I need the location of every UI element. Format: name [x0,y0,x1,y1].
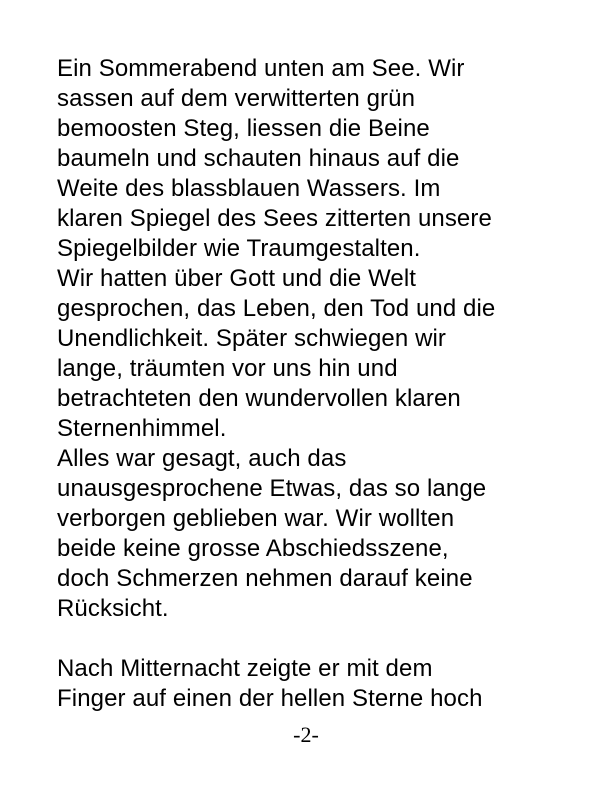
text-line: gesprochen, das Leben, den Tod und die [57,295,496,322]
text-line: Alles war gesagt, auch das [57,445,347,472]
text-line: baumeln und schauten hinaus auf die [57,145,460,172]
text-line: bemoosten Steg, liessen die Beine [57,115,430,142]
text-line: Rücksicht. [57,595,169,622]
page-number: -2- [293,722,319,747]
text-line: Unendlichkeit. Später schwiegen wir [57,325,447,352]
text-line: unausgesprochene Etwas, das so lange [57,475,487,502]
text-line: lange, träumten vor uns hin und [57,355,398,382]
text-line: Ein Sommerabend unten am See. Wir [57,55,465,82]
text-line: Wir hatten über Gott und die Welt [57,265,417,292]
text-line: klaren Spiegel des Sees zitterten unsere [57,205,492,232]
text-line: Finger auf einen der hellen Sterne hoch [57,685,483,712]
text-line: Spiegelbilder wie Traumgestalten. [57,235,421,262]
text-line: sassen auf dem verwitterten grün [57,85,416,112]
text-line: verborgen geblieben war. Wir wollten [57,505,455,532]
text-line: beide keine grosse Abschiedsszene, [57,535,449,562]
paragraph-gap [57,624,577,654]
text-line: Weite des blassblauen Wassers. Im [57,175,441,202]
body-text [57,54,577,714]
text-line: betrachteten den wundervollen klaren [57,385,461,412]
text-line: Nach Mitternacht zeigte er mit dem [57,655,433,682]
text-line: Sternenhimmel. [57,415,227,442]
text-line: doch Schmerzen nehmen darauf keine [57,565,473,592]
